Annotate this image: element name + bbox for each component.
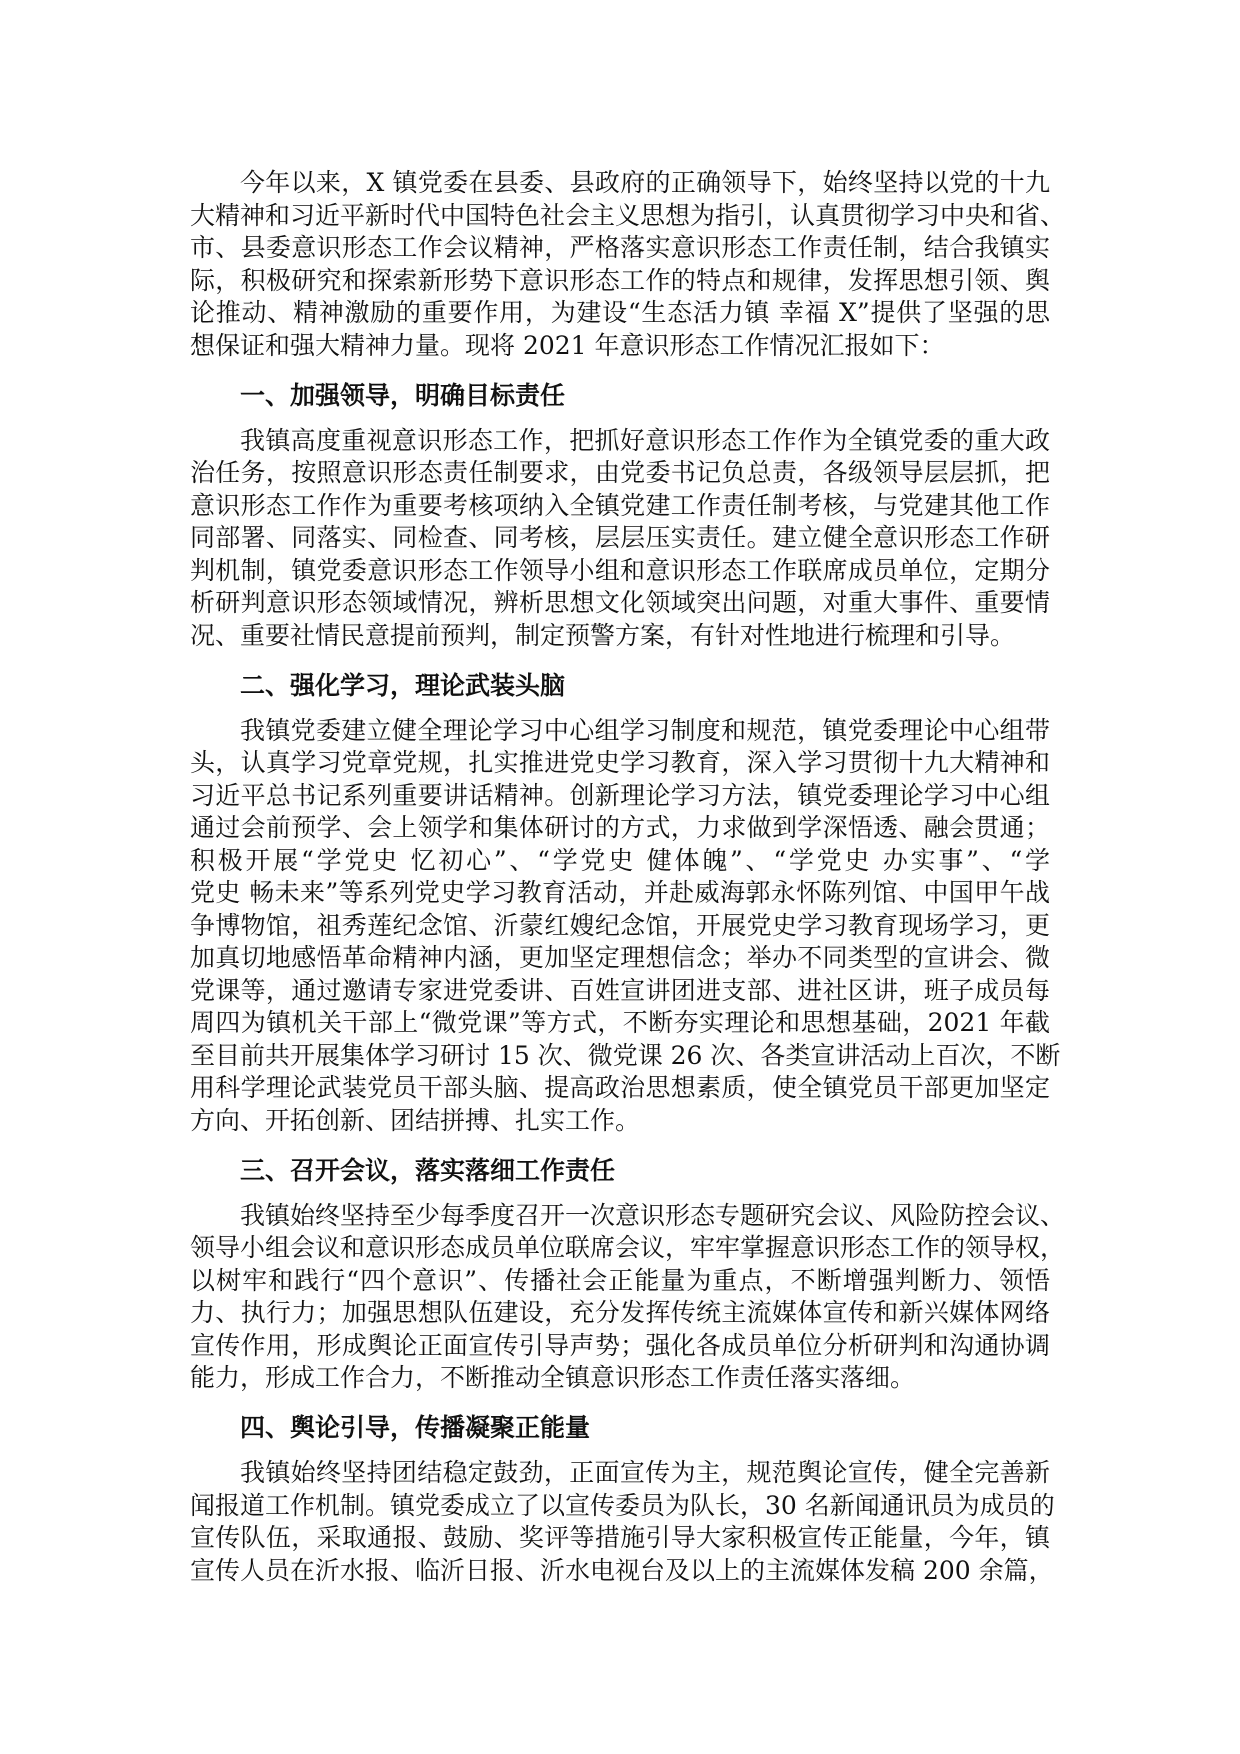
text-line: 宣传队伍，采取通报、鼓励、奖评等措施引导大家积极宣传正能量，今年，镇 — [190, 1523, 1050, 1552]
text-line: 想保证和强大精神力量。现将 2021 年意识形态工作情况汇报如下： — [190, 330, 945, 360]
intro-paragraph — [190, 167, 1066, 362]
text-line: 治任务，按照意识形态责任制要求，由党委书记负总责，各级领导层层抓，把 — [190, 458, 1050, 487]
text-line: 我镇党委建立健全理论学习中心组学习制度和规范，镇党委理论中心组带 — [240, 715, 1050, 745]
text-line: 论推动、精神激励的重要作用，为建设“生态活力镇 幸福 X”提供了坚强的思 — [190, 298, 1050, 327]
text-line: 领导小组会议和意识形态成员单位联席会议，牢牢掌握意识形态工作的领导权， — [190, 1233, 1066, 1262]
text-line: 用科学理论武装党员干部头脑、提高政治思想素质，使全镇党员干部更加坚定 — [190, 1073, 1050, 1102]
section-paragraph — [190, 425, 1050, 653]
section-heading: 三、召开会议，落实落细工作责任 — [240, 1155, 616, 1185]
text-line: 况、重要社情民意提前预判，制定预警方案，有针对性地进行梳理和引导。 — [190, 620, 1016, 650]
text-line: 判机制，镇党委意识形态工作领导小组和意识形态工作联席成员单位，定期分 — [190, 555, 1050, 585]
text-line: 积极开展“学党史 忆初心”、“学党史 健体魄”、“学党史 办实事”、“学 — [190, 845, 1050, 875]
text-line: 通过会前预学、会上领学和集体研讨的方式，力求做到学深悟透、融会贯通； — [190, 813, 1050, 842]
text-line: 周四为镇机关干部上“微党课”等方式，不断夯实理论和思想基础，2021 年截 — [190, 1008, 1050, 1037]
text-line: 能力，形成工作合力，不断推动全镇意识形态工作责任落实落细。 — [190, 1363, 916, 1392]
text-line: 力、执行力；加强思想队伍建设，充分发挥传统主流媒体宣传和新兴媒体网络 — [190, 1298, 1050, 1327]
text-line: 市、县委意识形态工作会议精神，严格落实意识形态工作责任制，结合我镇实 — [190, 233, 1050, 262]
text-line: 闻报道工作机制。镇党委成立了以宣传委员为队长，30 名新闻通讯员为成员的 — [190, 1490, 1055, 1520]
text-line: 析研判意识形态领域情况，辨析思想文化领域突出问题，对重大事件、重要情 — [190, 588, 1050, 617]
text-line: 加真切地感悟革命精神内涵，更加坚定理想信念；举办不同类型的宣讲会、微 — [190, 943, 1050, 972]
text-line: 头，认真学习党章党规，扎实推进党史学习教育，深入学习贯彻十九大精神和 — [190, 748, 1050, 777]
section-paragraph — [190, 715, 1061, 1138]
text-line: 我镇始终坚持团结稳定鼓劲，正面宣传为主，规范舆论宣传，健全完善新 — [240, 1458, 1050, 1487]
text-line: 我镇始终坚持至少每季度召开一次意识形态专题研究会议、风险防控会议、 — [240, 1200, 1066, 1230]
text-line: 同部署、同落实、同检查、同考核，层层压实责任。建立健全意识形态工作研 — [190, 523, 1050, 552]
text-line: 党课等，通过邀请专家进党委讲、百姓宣讲团进支部、进社区讲，班子成员每 — [190, 975, 1050, 1005]
text-line: 意识形态工作作为重要考核项纳入全镇党建工作责任制考核，与党建其他工作 — [190, 490, 1050, 520]
text-line: 至目前共开展集体学习研讨 15 次、微党课 26 次、各类宣讲活动上百次，不断 — [190, 1040, 1061, 1070]
text-line: 方向、开拓创新、团结拼搏、扎实工作。 — [190, 1105, 641, 1135]
section-paragraph — [190, 1457, 1055, 1587]
text-line: 党史 畅未来”等系列党史学习教育活动，并赴威海郭永怀陈列馆、中国甲午战 — [190, 878, 1050, 907]
text-line: 我镇高度重视意识形态工作，把抓好意识形态工作作为全镇党委的重大政 — [240, 425, 1050, 455]
section-heading: 一、加强领导，明确目标责任 — [240, 380, 566, 410]
text-line: 际，积极研究和探索新形势下意识形态工作的特点和规律，发挥思想引领、舆 — [190, 265, 1050, 295]
text-line: 宣传人员在沂水报、临沂日报、沂水电视台及以上的主流媒体发稿 200 余篇， — [190, 1555, 1054, 1585]
text-line: 以树牢和践行“四个意识”、传播社会正能量为重点，不断增强判断力、领悟 — [190, 1265, 1050, 1295]
text-line: 大精神和习近平新时代中国特色社会主义思想为指引，认真贯彻学习中央和省、 — [190, 200, 1066, 230]
section-heading: 二、强化学习，理论武装头脑 — [240, 670, 566, 700]
section-heading: 四、舆论引导，传播凝聚正能量 — [240, 1413, 591, 1442]
text-line: 宣传作用，形成舆论正面宣传引导声势；强化各成员单位分析研判和沟通协调 — [190, 1330, 1050, 1360]
text-line: 习近平总书记系列重要讲话精神。创新理论学习方法，镇党委理论学习中心组 — [190, 780, 1050, 810]
section-paragraph — [190, 1200, 1066, 1395]
text-line: 争博物馆，祖秀莲纪念馆、沂蒙红嫂纪念馆，开展党史学习教育现场学习，更 — [190, 910, 1050, 940]
document-page — [190, 167, 1066, 1587]
text-line: 今年以来，X 镇党委在县委、县政府的正确领导下，始终坚持以党的十九 — [240, 168, 1050, 197]
